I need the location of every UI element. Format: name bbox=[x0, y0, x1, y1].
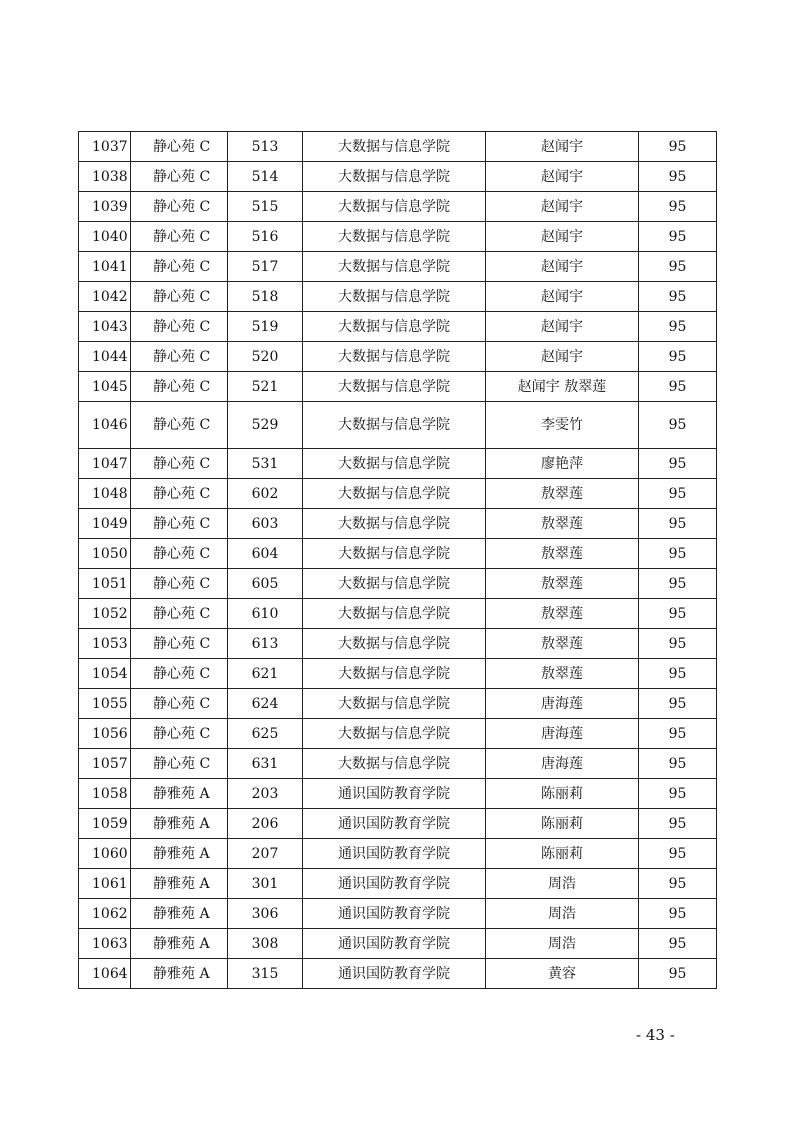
cell-sequence-number: 1038 bbox=[79, 162, 131, 192]
cell-college: 大数据与信息学院 bbox=[303, 252, 486, 282]
cell-person-in-charge: 赵闻宇 bbox=[486, 222, 639, 252]
cell-score: 95 bbox=[639, 479, 717, 509]
cell-building: 静心苑 C bbox=[131, 629, 228, 659]
cell-sequence-number: 1055 bbox=[79, 689, 131, 719]
cell-score: 95 bbox=[639, 192, 717, 222]
cell-person-in-charge: 唐海莲 bbox=[486, 719, 639, 749]
cell-room-number: 514 bbox=[228, 162, 303, 192]
cell-sequence-number: 1045 bbox=[79, 372, 131, 402]
table-row bbox=[79, 959, 717, 989]
table-row bbox=[79, 252, 717, 282]
cell-score: 95 bbox=[639, 689, 717, 719]
cell-person-in-charge: 唐海莲 bbox=[486, 749, 639, 779]
cell-person-in-charge: 周浩 bbox=[486, 929, 639, 959]
cell-sequence-number: 1056 bbox=[79, 719, 131, 749]
cell-building: 静心苑 C bbox=[131, 689, 228, 719]
cell-building: 静心苑 C bbox=[131, 312, 228, 342]
cell-person-in-charge: 赵闻宇 bbox=[486, 162, 639, 192]
cell-college: 通识国防教育学院 bbox=[303, 899, 486, 929]
cell-room-number: 203 bbox=[228, 779, 303, 809]
cell-sequence-number: 1059 bbox=[79, 809, 131, 839]
cell-person-in-charge: 陈丽莉 bbox=[486, 809, 639, 839]
cell-college: 通识国防教育学院 bbox=[303, 869, 486, 899]
cell-college: 大数据与信息学院 bbox=[303, 162, 486, 192]
cell-sequence-number: 1037 bbox=[79, 132, 131, 162]
cell-college: 通识国防教育学院 bbox=[303, 929, 486, 959]
cell-room-number: 308 bbox=[228, 929, 303, 959]
cell-sequence-number: 1058 bbox=[79, 779, 131, 809]
cell-score: 95 bbox=[639, 839, 717, 869]
cell-room-number: 603 bbox=[228, 509, 303, 539]
cell-room-number: 602 bbox=[228, 479, 303, 509]
cell-sequence-number: 1040 bbox=[79, 222, 131, 252]
cell-score: 95 bbox=[639, 959, 717, 989]
cell-score: 95 bbox=[639, 929, 717, 959]
cell-person-in-charge: 李雯竹 bbox=[486, 402, 639, 449]
cell-building: 静心苑 C bbox=[131, 749, 228, 779]
cell-college: 通识国防教育学院 bbox=[303, 839, 486, 869]
cell-person-in-charge: 赵闻宇 bbox=[486, 132, 639, 162]
cell-room-number: 531 bbox=[228, 449, 303, 479]
cell-person-in-charge: 敖翠莲 bbox=[486, 629, 639, 659]
cell-building: 静雅苑 A bbox=[131, 869, 228, 899]
cell-score: 95 bbox=[639, 899, 717, 929]
cell-sequence-number: 1046 bbox=[79, 402, 131, 449]
cell-college: 大数据与信息学院 bbox=[303, 629, 486, 659]
cell-building: 静心苑 C bbox=[131, 509, 228, 539]
cell-score: 95 bbox=[639, 719, 717, 749]
cell-sequence-number: 1060 bbox=[79, 839, 131, 869]
cell-score: 95 bbox=[639, 372, 717, 402]
cell-college: 大数据与信息学院 bbox=[303, 539, 486, 569]
cell-sequence-number: 1064 bbox=[79, 959, 131, 989]
table-row bbox=[79, 162, 717, 192]
table-row bbox=[79, 659, 717, 689]
cell-building: 静心苑 C bbox=[131, 402, 228, 449]
cell-college: 大数据与信息学院 bbox=[303, 192, 486, 222]
cell-room-number: 605 bbox=[228, 569, 303, 599]
cell-sequence-number: 1050 bbox=[79, 539, 131, 569]
cell-score: 95 bbox=[639, 342, 717, 372]
cell-building: 静心苑 C bbox=[131, 222, 228, 252]
cell-room-number: 631 bbox=[228, 749, 303, 779]
cell-building: 静雅苑 A bbox=[131, 899, 228, 929]
cell-score: 95 bbox=[639, 282, 717, 312]
cell-sequence-number: 1061 bbox=[79, 869, 131, 899]
cell-score: 95 bbox=[639, 252, 717, 282]
table-row bbox=[79, 569, 717, 599]
cell-room-number: 306 bbox=[228, 899, 303, 929]
cell-person-in-charge: 敖翠莲 bbox=[486, 509, 639, 539]
score-table bbox=[78, 131, 717, 989]
table-row bbox=[79, 779, 717, 809]
cell-room-number: 610 bbox=[228, 599, 303, 629]
cell-building: 静心苑 C bbox=[131, 539, 228, 569]
cell-building: 静雅苑 A bbox=[131, 839, 228, 869]
cell-score: 95 bbox=[639, 539, 717, 569]
table-row bbox=[79, 599, 717, 629]
cell-room-number: 513 bbox=[228, 132, 303, 162]
cell-room-number: 207 bbox=[228, 839, 303, 869]
cell-score: 95 bbox=[639, 749, 717, 779]
table-row bbox=[79, 282, 717, 312]
cell-college: 大数据与信息学院 bbox=[303, 479, 486, 509]
cell-college: 大数据与信息学院 bbox=[303, 689, 486, 719]
cell-room-number: 315 bbox=[228, 959, 303, 989]
table-row bbox=[79, 839, 717, 869]
cell-person-in-charge: 敖翠莲 bbox=[486, 479, 639, 509]
cell-score: 95 bbox=[639, 809, 717, 839]
table-row bbox=[79, 749, 717, 779]
cell-sequence-number: 1048 bbox=[79, 479, 131, 509]
cell-building: 静雅苑 A bbox=[131, 809, 228, 839]
cell-college: 通识国防教育学院 bbox=[303, 779, 486, 809]
table-row bbox=[79, 312, 717, 342]
table-row bbox=[79, 479, 717, 509]
table-row bbox=[79, 132, 717, 162]
cell-score: 95 bbox=[639, 569, 717, 599]
cell-building: 静心苑 C bbox=[131, 162, 228, 192]
cell-sequence-number: 1054 bbox=[79, 659, 131, 689]
table-row bbox=[79, 449, 717, 479]
cell-sequence-number: 1041 bbox=[79, 252, 131, 282]
table-row bbox=[79, 372, 717, 402]
cell-room-number: 516 bbox=[228, 222, 303, 252]
cell-room-number: 621 bbox=[228, 659, 303, 689]
cell-building: 静心苑 C bbox=[131, 252, 228, 282]
cell-score: 95 bbox=[639, 629, 717, 659]
cell-person-in-charge: 赵闻宇 bbox=[486, 342, 639, 372]
cell-building: 静雅苑 A bbox=[131, 779, 228, 809]
cell-college: 大数据与信息学院 bbox=[303, 599, 486, 629]
table-row bbox=[79, 929, 717, 959]
cell-building: 静心苑 C bbox=[131, 659, 228, 689]
cell-building: 静雅苑 A bbox=[131, 929, 228, 959]
table-row bbox=[79, 809, 717, 839]
cell-sequence-number: 1042 bbox=[79, 282, 131, 312]
cell-college: 通识国防教育学院 bbox=[303, 959, 486, 989]
cell-room-number: 613 bbox=[228, 629, 303, 659]
cell-building: 静心苑 C bbox=[131, 719, 228, 749]
cell-score: 95 bbox=[639, 779, 717, 809]
cell-score: 95 bbox=[639, 599, 717, 629]
cell-score: 95 bbox=[639, 402, 717, 449]
cell-person-in-charge: 唐海莲 bbox=[486, 689, 639, 719]
cell-score: 95 bbox=[639, 869, 717, 899]
cell-person-in-charge: 周浩 bbox=[486, 869, 639, 899]
cell-college: 大数据与信息学院 bbox=[303, 342, 486, 372]
cell-college: 大数据与信息学院 bbox=[303, 749, 486, 779]
cell-building: 静心苑 C bbox=[131, 599, 228, 629]
cell-score: 95 bbox=[639, 312, 717, 342]
cell-score: 95 bbox=[639, 449, 717, 479]
cell-room-number: 604 bbox=[228, 539, 303, 569]
cell-score: 95 bbox=[639, 509, 717, 539]
cell-college: 大数据与信息学院 bbox=[303, 312, 486, 342]
cell-sequence-number: 1063 bbox=[79, 929, 131, 959]
cell-person-in-charge: 赵闻宇 bbox=[486, 252, 639, 282]
cell-person-in-charge: 赵闻宇 bbox=[486, 192, 639, 222]
cell-building: 静雅苑 A bbox=[131, 959, 228, 989]
cell-college: 大数据与信息学院 bbox=[303, 659, 486, 689]
cell-person-in-charge: 敖翠莲 bbox=[486, 659, 639, 689]
cell-room-number: 520 bbox=[228, 342, 303, 372]
cell-room-number: 519 bbox=[228, 312, 303, 342]
cell-college: 大数据与信息学院 bbox=[303, 222, 486, 252]
score-table-body bbox=[79, 132, 717, 989]
page-number: - 43 - bbox=[636, 1026, 675, 1044]
table-row bbox=[79, 509, 717, 539]
cell-college: 大数据与信息学院 bbox=[303, 402, 486, 449]
cell-building: 静心苑 C bbox=[131, 132, 228, 162]
cell-building: 静心苑 C bbox=[131, 192, 228, 222]
cell-college: 大数据与信息学院 bbox=[303, 372, 486, 402]
table-row bbox=[79, 342, 717, 372]
cell-sequence-number: 1057 bbox=[79, 749, 131, 779]
table-row bbox=[79, 869, 717, 899]
table-row bbox=[79, 539, 717, 569]
cell-college: 通识国防教育学院 bbox=[303, 809, 486, 839]
cell-room-number: 518 bbox=[228, 282, 303, 312]
cell-building: 静心苑 C bbox=[131, 372, 228, 402]
cell-person-in-charge: 廖艳萍 bbox=[486, 449, 639, 479]
table-row bbox=[79, 192, 717, 222]
table-row bbox=[79, 629, 717, 659]
cell-sequence-number: 1051 bbox=[79, 569, 131, 599]
cell-room-number: 515 bbox=[228, 192, 303, 222]
cell-college: 大数据与信息学院 bbox=[303, 449, 486, 479]
cell-building: 静心苑 C bbox=[131, 282, 228, 312]
cell-sequence-number: 1053 bbox=[79, 629, 131, 659]
cell-score: 95 bbox=[639, 222, 717, 252]
cell-room-number: 625 bbox=[228, 719, 303, 749]
cell-person-in-charge: 赵闻宇 敖翠莲 bbox=[486, 372, 639, 402]
cell-room-number: 529 bbox=[228, 402, 303, 449]
cell-score: 95 bbox=[639, 659, 717, 689]
table-row bbox=[79, 222, 717, 252]
table-row bbox=[79, 719, 717, 749]
cell-sequence-number: 1049 bbox=[79, 509, 131, 539]
cell-person-in-charge: 黄容 bbox=[486, 959, 639, 989]
cell-sequence-number: 1044 bbox=[79, 342, 131, 372]
table-row bbox=[79, 899, 717, 929]
cell-building: 静心苑 C bbox=[131, 479, 228, 509]
cell-college: 大数据与信息学院 bbox=[303, 132, 486, 162]
cell-room-number: 301 bbox=[228, 869, 303, 899]
cell-building: 静心苑 C bbox=[131, 569, 228, 599]
cell-college: 大数据与信息学院 bbox=[303, 569, 486, 599]
cell-score: 95 bbox=[639, 162, 717, 192]
cell-room-number: 517 bbox=[228, 252, 303, 282]
cell-college: 大数据与信息学院 bbox=[303, 719, 486, 749]
cell-person-in-charge: 陈丽莉 bbox=[486, 779, 639, 809]
cell-college: 大数据与信息学院 bbox=[303, 282, 486, 312]
cell-sequence-number: 1039 bbox=[79, 192, 131, 222]
cell-room-number: 521 bbox=[228, 372, 303, 402]
cell-college: 大数据与信息学院 bbox=[303, 509, 486, 539]
cell-person-in-charge: 敖翠莲 bbox=[486, 539, 639, 569]
cell-building: 静心苑 C bbox=[131, 449, 228, 479]
cell-person-in-charge: 赵闻宇 bbox=[486, 312, 639, 342]
cell-room-number: 624 bbox=[228, 689, 303, 719]
cell-score: 95 bbox=[639, 132, 717, 162]
cell-sequence-number: 1047 bbox=[79, 449, 131, 479]
cell-person-in-charge: 陈丽莉 bbox=[486, 839, 639, 869]
cell-sequence-number: 1043 bbox=[79, 312, 131, 342]
cell-room-number: 206 bbox=[228, 809, 303, 839]
cell-person-in-charge: 周浩 bbox=[486, 899, 639, 929]
cell-sequence-number: 1062 bbox=[79, 899, 131, 929]
cell-sequence-number: 1052 bbox=[79, 599, 131, 629]
cell-person-in-charge: 敖翠莲 bbox=[486, 599, 639, 629]
table-row bbox=[79, 402, 717, 449]
cell-person-in-charge: 赵闻宇 bbox=[486, 282, 639, 312]
table-row bbox=[79, 689, 717, 719]
cell-person-in-charge: 敖翠莲 bbox=[486, 569, 639, 599]
cell-building: 静心苑 C bbox=[131, 342, 228, 372]
